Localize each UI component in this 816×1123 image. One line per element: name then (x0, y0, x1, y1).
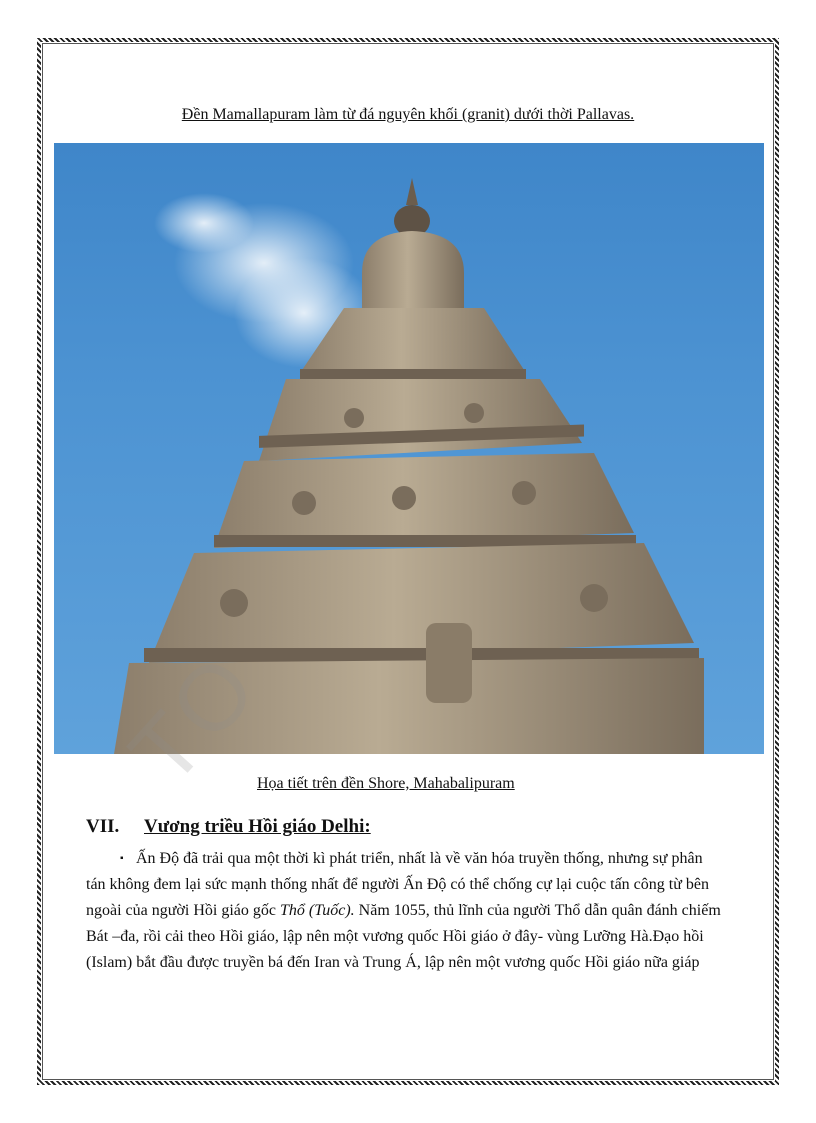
paragraph-text: Ấn Độ đã trải qua một thời kì phát triển, nhất là về văn hóa truyền thống, nhưng sự phân tán không đem lại sức mạnh thống nhất để người Ấn Độ có thể chống cự lại cuộc tấn công từ bên ngoài của người Hồi giáo gốc (86, 850, 709, 920)
carving (344, 408, 364, 428)
temple-finial (406, 178, 418, 205)
photo-caption-top: Đền Mamallapuram làm từ đá nguyên khối (granit) dưới thời Pallavas. (181, 106, 635, 123)
carving (464, 403, 484, 423)
lion-sculpture (426, 623, 472, 703)
temple-dome (362, 231, 464, 308)
paragraph-text-cont: Năm 1055, thủ lĩnh của người Thổ dẫn quân đánh chiếm Bát –đa, rồi cải theo Hồi giáo, lập nên một vương quốc Hồi giáo ở đây- vùng Lưỡng Hà.Đạo hồi (Islam) bắt đầu được truyền bá đến Iran và Trung Á, lập nên một vương quốc Hồi giáo nữa giáp (86, 902, 721, 972)
bullet-icon: ▪ (120, 853, 124, 865)
temple-base (114, 658, 704, 754)
carving (220, 589, 248, 617)
section-number: VII. (86, 816, 120, 837)
carving (512, 481, 536, 505)
section-heading (86, 816, 371, 838)
tier-ledge (300, 369, 526, 379)
watermark: TO (110, 633, 279, 804)
photo-caption-bottom: Họa tiết trên đền Shore, Mahabalipuram (257, 775, 515, 792)
temple-tier-2 (259, 379, 582, 461)
section-title: Vương triều Hồi giáo Delhi: (144, 816, 371, 837)
carving (292, 491, 316, 515)
temple-illustration (54, 143, 764, 754)
cloud (154, 193, 254, 253)
carving (580, 584, 608, 612)
body-paragraph (86, 846, 726, 976)
temple-photo (54, 143, 764, 754)
temple-tier-3 (214, 453, 634, 548)
paragraph-italic: Thổ (Tuốc). (279, 902, 355, 920)
carving (392, 486, 416, 510)
